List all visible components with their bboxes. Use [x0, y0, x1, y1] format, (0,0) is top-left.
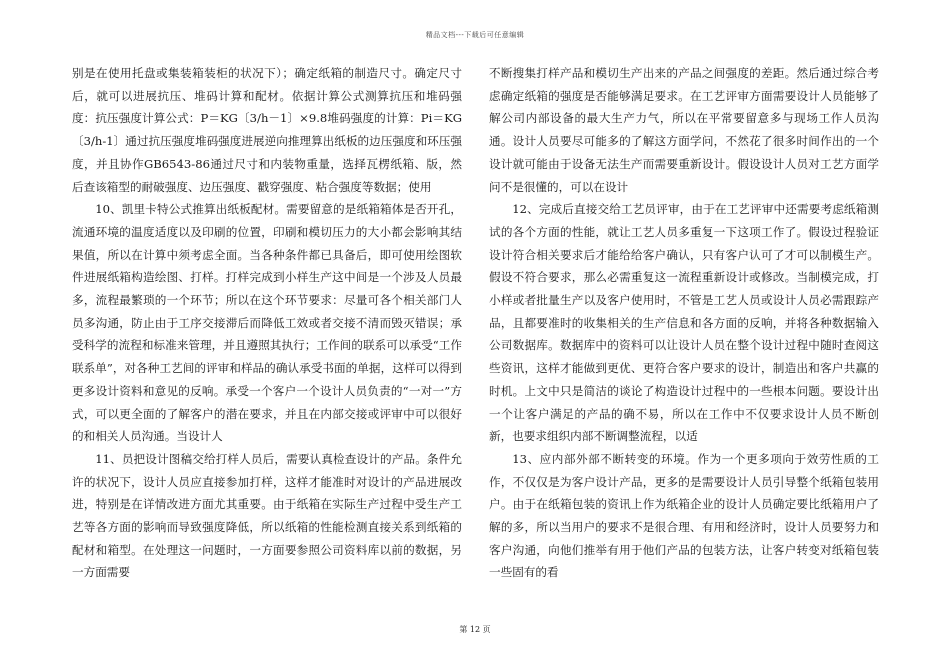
paragraph-right-3: 13、应内部外部不断转变的环境。作为一个更多项向于效劳性质的工作，不仅仅是为客户设计产品，更多的是需要设计人员引导整个纸箱包装用户。由于在纸箱包装的资讯上作为纸箱企业的设计人员确定要比纸箱用户了解的多，所以当用户的要求不是很合理、有用和经济时，设计人员要努力和客户沟通，向他们推举有用于他们产品的包装方法，让客户转变对纸箱包装一些固有的看 [489, 451, 879, 580]
paragraph-left-2: 10、凯里卡特公式推算出纸板配材。需要留意的是纸箱箱体是否开孔，流通环境的温度适度以及印刷的位置，印刷和模切压力的大小都会影响其结果值，所以在计算中须考虑全面。当各种条件都已具备后，即可使用绘图软件进展纸箱构造绘图、打样。打样完成到小样生产这中间是一个涉及人员最多，流程最繁琐的一个环节；所以在这个环节要求：尽量可各个相关部门人员多沟通，防止由于工序交接滞后而降低工效或者交接不清而毁灭错误；承受科学的流程和标准来管理，并且遵照其执行；工作间的联系可以承受“工作联系单”，对各种工艺间的评审和样品的确认承受书面的单据，这样可以得到更多设计资料和意见的反响。承受一个客户一个设计人员负责的“一对一”方式，可以更全面的了解客户的潜在要求，并且在内部交接或评审中可以很好的和相关人员沟通。当设计人 [72, 202, 462, 444]
paragraph-right-2: 12、完成后直接交给工艺员评审，由于在工艺评审中还需要考虑纸箱测试的各个方面的性能，就让工艺人员多重复一下这项工作了。假设过程验证设计符合相关要求后才能给给客户确认，只有客户认可了才可以制模生产。假设不符合要求，那么必需重复这一流程重新设计或修改。当制模完成，打小样或者批量生产以及客户使用时，不管是工艺人员或设计人员必需跟踪产品，且都要准时的收集相关的生产信息和各方面的反响，并将各种数据输入公司数据库。数据库中的资料可以让设计人员在整个设计过程中随时查阅这些资讯，这样才能做到更优、更符合客户要求的设计，制造出和客户共赢的时机。上文中只是简洁的谈论了构造设计过程中的一些根本问题。要设计出一个让客户满足的产品的确不易，所以在工作中不仅要求设计人员不断创新，也要求组织内部不断调整流程，以适 [489, 202, 879, 444]
paragraph-left-1: 别是在使用托盘或集装箱装柜的状况下）；确定纸箱的制造尺寸。确定尺寸后，就可以进展抗压、堆码计算和配材。依据计算公式测算抗压和堆码强度：抗压强度计算公式：P＝KG〔3/h－1〕×9.8堆码强度的计算：Pi＝KG〔3/h-1〕通过抗压强度堆码强度进展逆向推理算出纸板的边压强度和环压强度，并且协作GB6543-86通过尺寸和内装物重量，选择瓦楞纸箱、版，然后查该箱型的耐破强度、边压强度、戳穿强度、粘合强度等数据；使用 [72, 66, 462, 194]
right-column [489, 62, 879, 584]
paragraph-right-1: 不断搜集打样产品和模切生产出来的产品之间强度的差距。然后通过综合考虑确定纸箱的强度是否能够满足要求。在工艺评审方面需要设计人员能够了解公司内部设备的最大生产力气，所以在平常要留意多与现场工作人员沟通。设计人员要尽可能多的了解这方面学问，不然花了很多时间作出的一个设计就可能由于设备无法生产而需要重新设计。假设设计人员对工艺方面学问不是很懂的，可以在设计 [489, 66, 879, 194]
page-number: 第 12 页 [459, 625, 491, 634]
paragraph-left-3: 11、员把设计图稿交给打样人员后，需要认真检查设计的产品。条件允许的状况下，设计人员应直接参加打样，这样才能准时对设计的产品进展改进，特别是在详情改进方面尤其重要。由于纸箱在实际生产过程中受生产工艺等各方面的影响而导致强度降低，所以纸箱的性能检测直接关系到纸箱的配材和箱型。在处理这一问题时，一方面要参照公司资料库以前的数据，另一方面需要 [72, 451, 462, 580]
left-column [72, 62, 462, 584]
page-header: 精品文档---下载后可任意编辑 [425, 31, 525, 39]
